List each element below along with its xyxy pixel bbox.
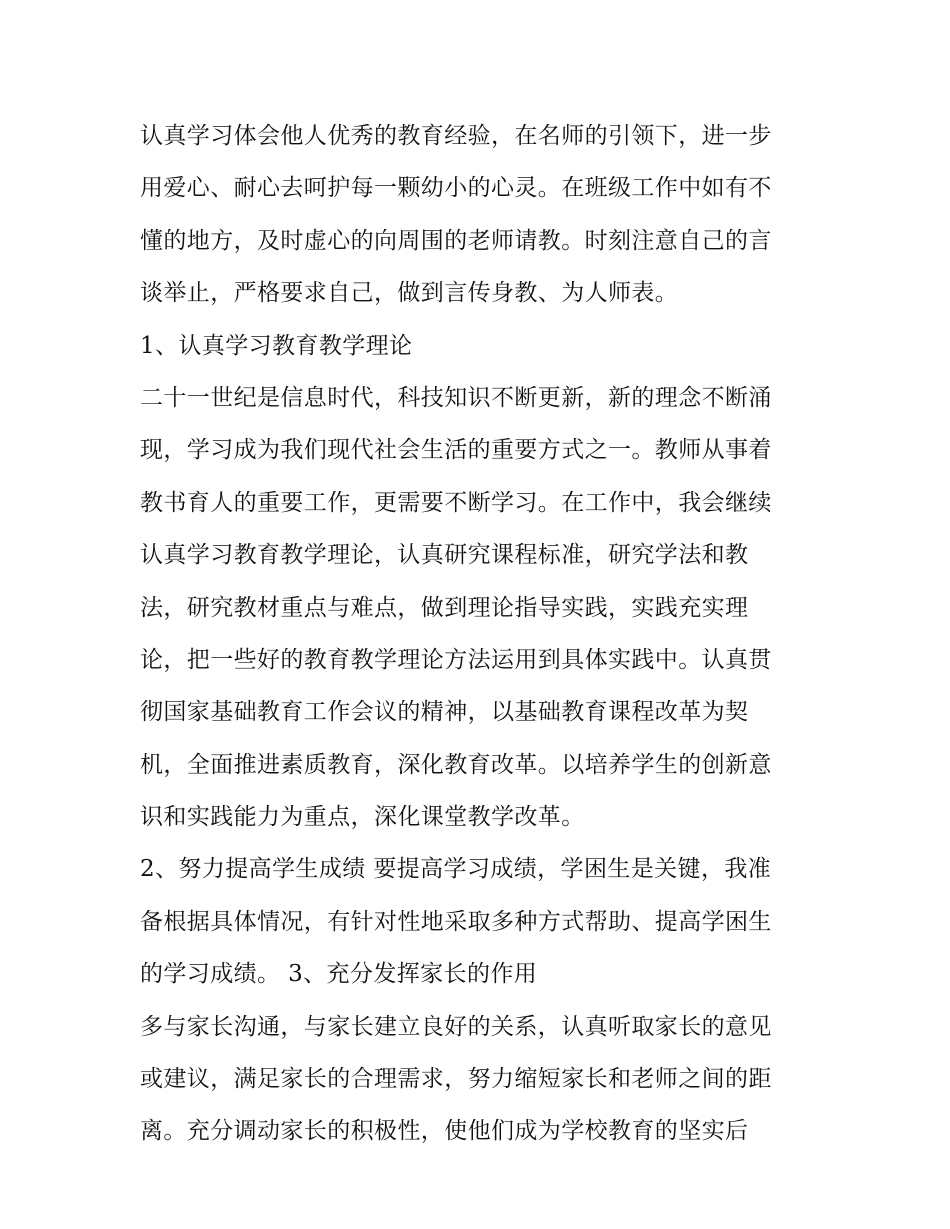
- text-line: 教书育人的重要工作，更需要不断学习。在工作中，我会继续: [140, 489, 772, 516]
- text-line: 或建议，满足家长的合理需求，努力缩短家长和老师之间的距: [140, 1066, 772, 1093]
- text-line: 认真学习教育教学理论，认真研究课程标准，研究学法和教: [140, 542, 749, 569]
- section-heading-3: 的学习成绩。 3、充分发挥家长的作用: [140, 961, 538, 988]
- text-line: 用爱心、耐心去呵护每一颗幼小的心灵。在班级工作中如有不: [140, 175, 772, 202]
- text-line: 备根据具体情况，有针对性地采取多种方式帮助、提高学困生: [140, 908, 772, 935]
- text-line: 二十一世纪是信息时代，科技知识不断更新，新的理念不断涌: [140, 384, 772, 411]
- text-line: 懂的地方，及时虚心的向周围的老师请教。时刻注意自己的言: [140, 227, 772, 254]
- text-line: 论，把一些好的教育教学理论方法运用到具体实践中。认真贯: [140, 646, 772, 673]
- text-line: 现，学习成为我们现代社会生活的重要方式之一。教师从事着: [140, 437, 772, 464]
- text-line: 机，全面推进素质教育，深化教育改革。以培养学生的创新意: [140, 751, 772, 778]
- text-line: 多与家长沟通，与家长建立良好的关系，认真听取家长的意见: [140, 1013, 772, 1040]
- section-heading-2: 2、努力提高学生成绩 要提高学习成绩，学困生是关键，我准: [140, 856, 772, 883]
- document-page: [140, 110, 820, 1158]
- text-line: 谈举止，严格要求自己，做到言传身教、为人师表。: [140, 280, 679, 307]
- text-line: 彻国家基础教育工作会议的精神，以基础教育课程改革为契: [140, 699, 749, 726]
- text-line: 识和实践能力为重点，深化课堂教学改革。: [140, 804, 585, 831]
- section-heading-1: 1、认真学习教育教学理论: [140, 332, 413, 359]
- text-line: 离。充分调动家长的积极性，使他们成为学校教育的坚实后: [140, 1118, 749, 1145]
- text-line: 法，研究教材重点与难点，做到理论指导实践，实践充实理: [140, 594, 749, 621]
- text-line: 认真学习体会他人优秀的教育经验，在名师的引领下，进一步: [140, 123, 772, 149]
